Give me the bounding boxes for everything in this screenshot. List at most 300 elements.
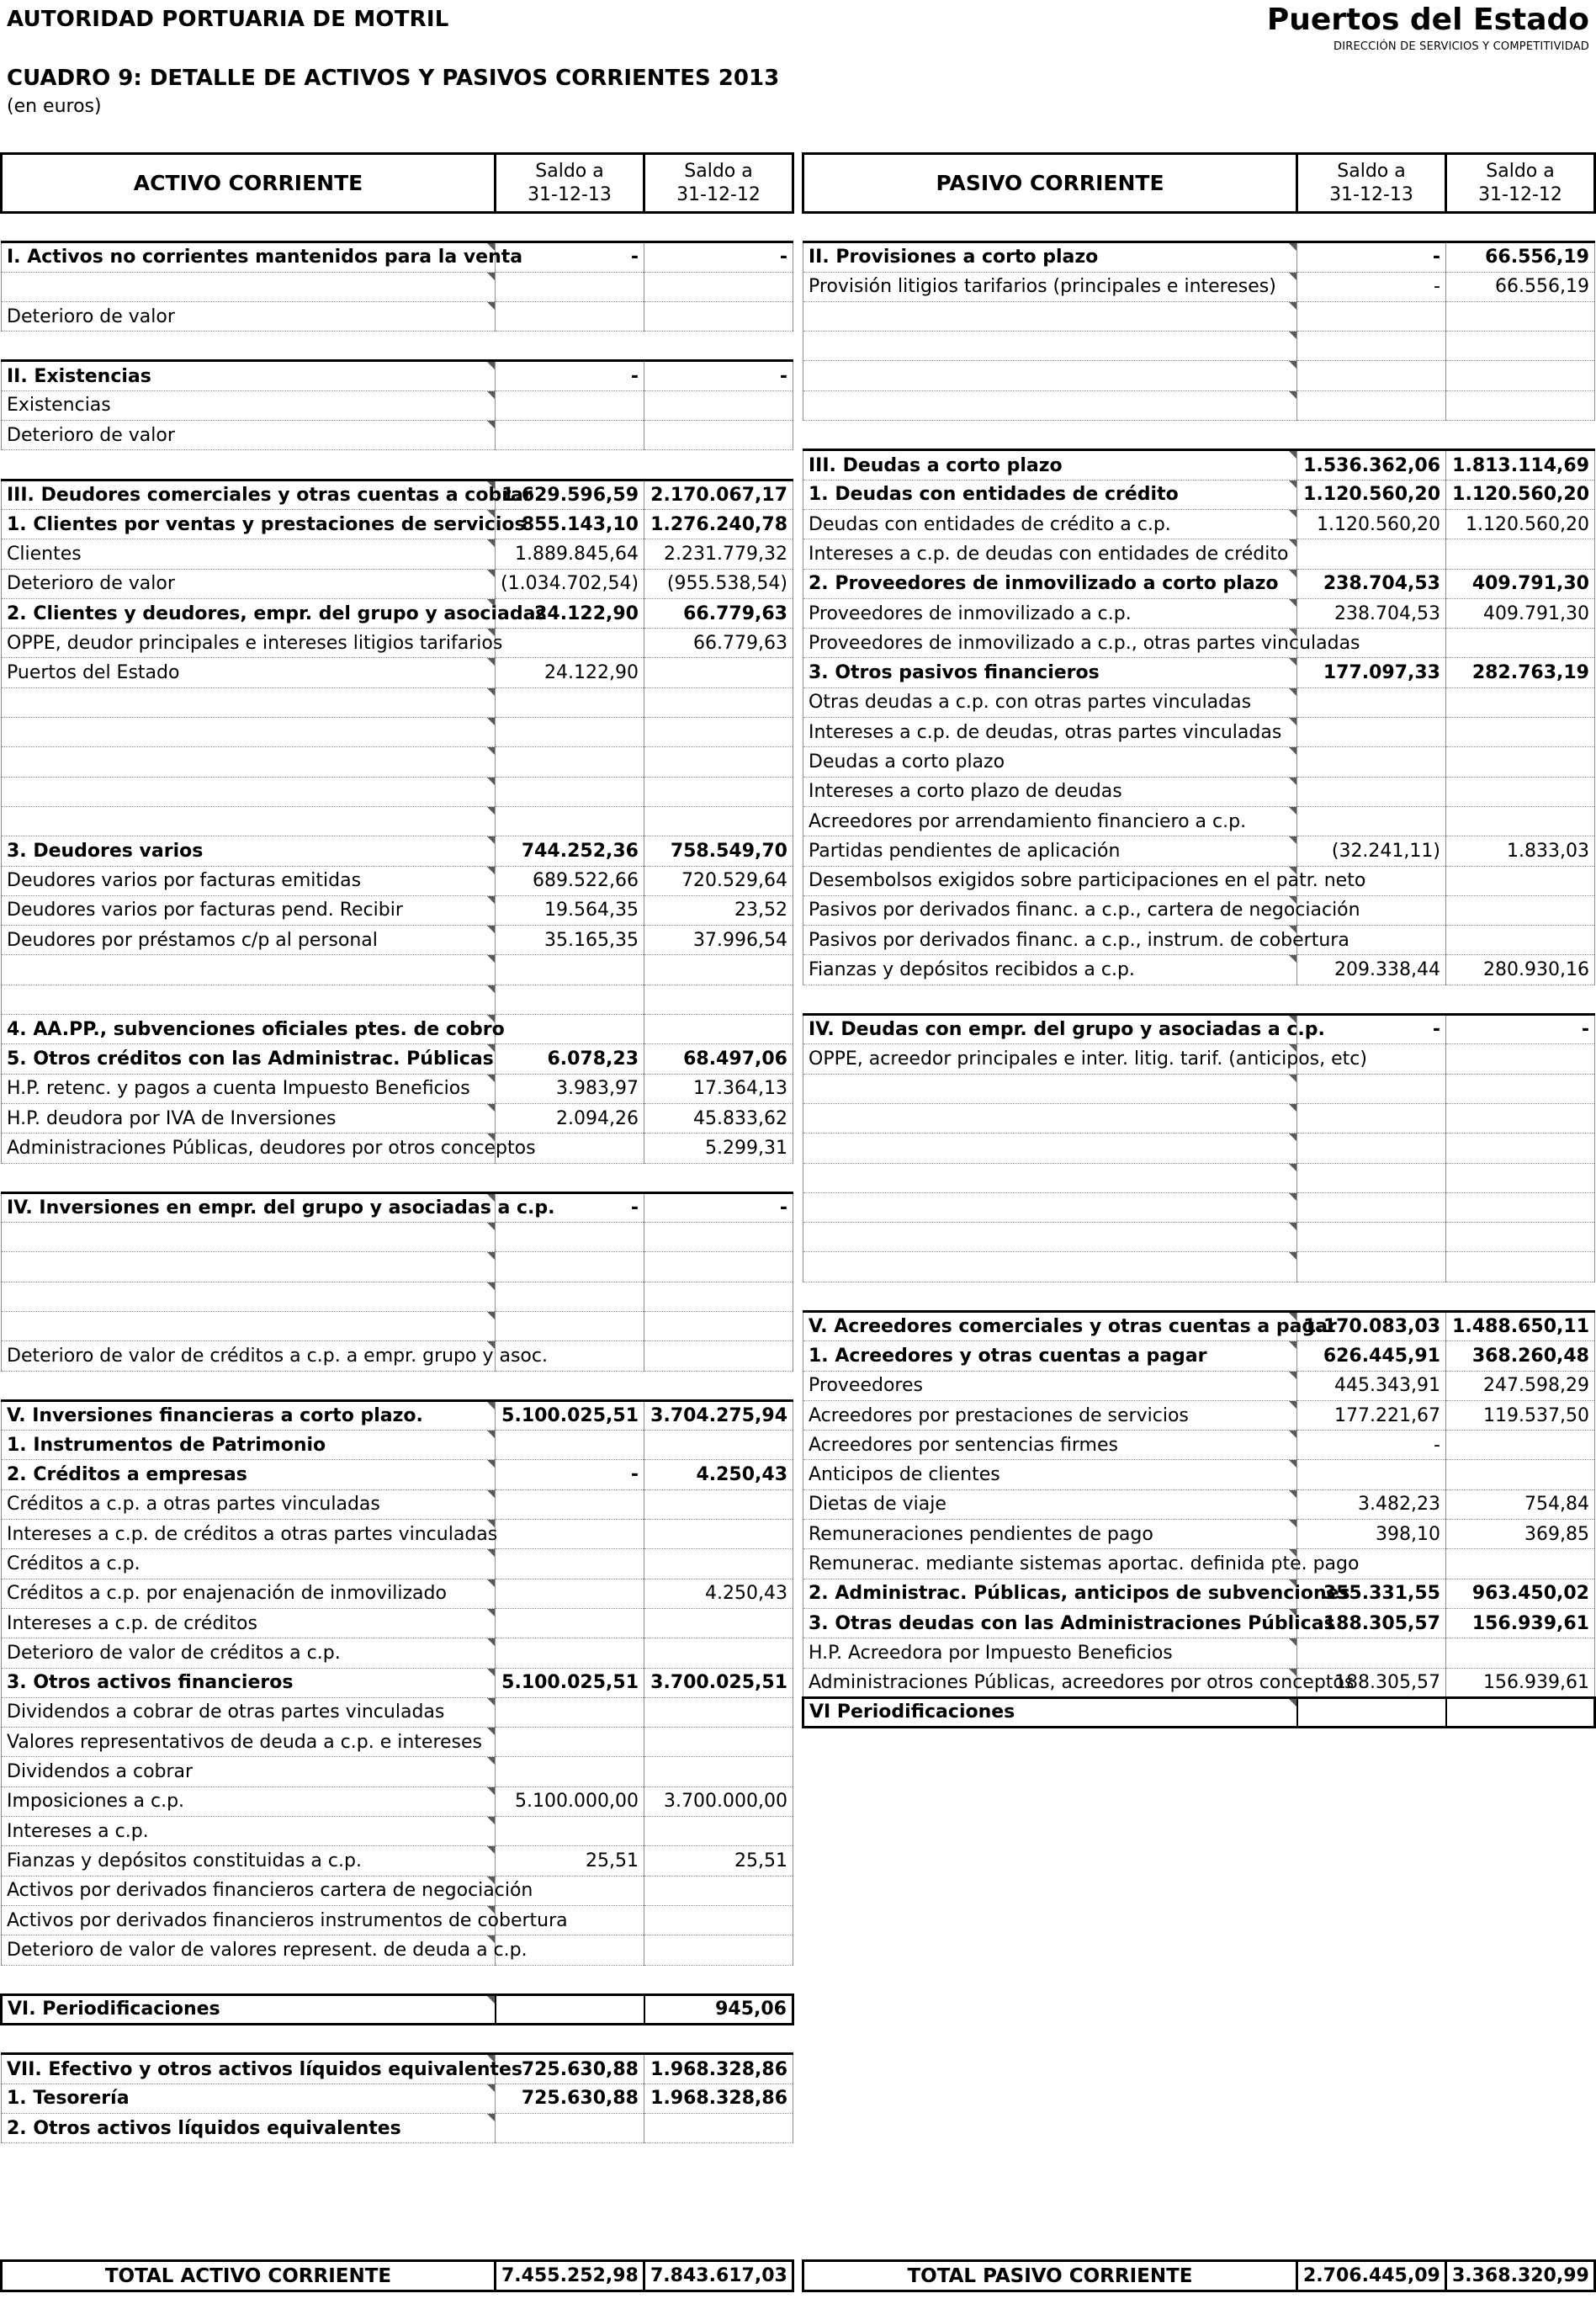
table-row <box>803 361 1595 390</box>
row-label: Proveedores <box>803 1371 1297 1400</box>
row-label: Créditos a c.p. por enajenación de inmovilizado <box>2 1579 496 1608</box>
value-2013 <box>1297 1133 1446 1163</box>
brand-subtitle: DIRECCIÓN DE SERVICIOS Y COMPETITIVIDAD <box>1334 40 1589 53</box>
value-2013: 1.889.845,64 <box>496 539 644 569</box>
table-row <box>2 955 793 985</box>
row-label <box>803 1074 1297 1103</box>
value-2012: 945,06 <box>644 1994 793 2024</box>
value-2013 <box>1297 1638 1446 1668</box>
row-label: Deudores varios por facturas pend. Recibir <box>2 895 496 925</box>
value-2012 <box>1446 1549 1595 1579</box>
value-2013 <box>496 718 644 747</box>
brand-logo <box>1267 2 1589 53</box>
row-label: 3. Otras deudas con las Administraciones Públicas <box>803 1608 1297 1638</box>
value-2012: 1.813.114,69 <box>1446 450 1595 480</box>
row-label <box>2 806 496 836</box>
value-2012: 5.299,31 <box>644 1133 793 1163</box>
table-row <box>2 569 793 598</box>
row-label <box>803 1223 1297 1252</box>
table-row <box>2 1520 793 1549</box>
value-2013 <box>1297 332 1446 361</box>
pasivo-header-row <box>803 154 1595 213</box>
value-2013: 1.120.560,20 <box>1297 509 1446 539</box>
value-2013: - <box>1297 1431 1446 1460</box>
value-2013 <box>1297 866 1446 895</box>
row-label <box>2 1252 496 1282</box>
value-2012: 156.939,61 <box>1446 1668 1595 1697</box>
table-row <box>2 1074 793 1103</box>
value-2013 <box>496 1876 644 1905</box>
table-row <box>803 895 1595 925</box>
value-2012 <box>644 1905 793 1935</box>
row-label: 2. Créditos a empresas <box>2 1460 496 1489</box>
table-row <box>2 926 793 955</box>
value-2012 <box>1446 539 1595 569</box>
row-label: Activos por derivados financieros cartera de negociación <box>2 1876 496 1905</box>
value-2013: 188.305,57 <box>1297 1608 1446 1638</box>
value-2013 <box>1297 1252 1446 1282</box>
section-row <box>2 242 793 272</box>
section-row <box>2 480 793 509</box>
row-label: Créditos a c.p. <box>2 1549 496 1579</box>
value-2013 <box>1297 1223 1446 1252</box>
value-2013 <box>496 272 644 301</box>
section-row <box>2 836 793 866</box>
value-2013 <box>496 806 644 836</box>
value-2013 <box>496 687 644 717</box>
value-2012: 66.556,19 <box>1446 272 1595 301</box>
row-label: Créditos a c.p. a otras partes vinculadas <box>2 1489 496 1519</box>
section-row <box>2 2054 793 2084</box>
row-label <box>803 332 1297 361</box>
value-2012 <box>644 1311 793 1340</box>
brand-name: Puertos del Estado <box>1266 3 1589 37</box>
value-2013 <box>496 777 644 806</box>
row-label: Provisión litigios tarifarios (principales e intereses) <box>803 272 1297 301</box>
value-2013 <box>1297 1044 1446 1074</box>
table-row <box>803 1549 1595 1579</box>
value-2013: (32.241,11) <box>1297 836 1446 866</box>
table-row <box>2 985 793 1014</box>
spacer-row <box>2 213 793 242</box>
section-row <box>803 1697 1595 1727</box>
value-2012 <box>1446 718 1595 747</box>
value-2012 <box>1446 332 1595 361</box>
value-2013 <box>1297 390 1446 420</box>
value-2012 <box>644 301 793 331</box>
value-2012: 2.231.779,32 <box>644 539 793 569</box>
value-2013: - <box>496 361 644 390</box>
value-2013: 5.100.025,51 <box>496 1400 644 1430</box>
value-2012: 1.276.240,78 <box>644 509 793 539</box>
row-label <box>2 747 496 777</box>
value-2013 <box>496 1638 644 1668</box>
value-2013: 2.094,26 <box>496 1103 644 1133</box>
value-2013 <box>1297 1103 1446 1133</box>
value-2013 <box>1297 1460 1446 1489</box>
row-label: Pasivos por derivados financ. a c.p., instrum. de cobertura <box>803 926 1297 955</box>
activo-header-c1 <box>496 154 644 213</box>
value-2013: 445.343,91 <box>1297 1371 1446 1400</box>
spacer-cell <box>2 332 793 361</box>
header-date: 31-12-12 <box>676 183 761 205</box>
value-2012 <box>644 658 793 687</box>
spacer-row <box>803 213 1595 242</box>
value-2013: - <box>496 242 644 272</box>
row-label: VI Periodificaciones <box>803 1697 1297 1727</box>
row-label: Deterioro de valor <box>2 421 496 450</box>
value-2012: 409.791,30 <box>1446 569 1595 598</box>
total-2013: 7.455.252,98 <box>496 2261 644 2291</box>
value-2013: - <box>1297 272 1446 301</box>
section-row <box>803 658 1595 687</box>
table-row <box>803 1638 1595 1668</box>
row-label <box>2 718 496 747</box>
table-row <box>803 866 1595 895</box>
value-2013 <box>496 1431 644 1460</box>
row-label: VI. Periodificaciones <box>2 1994 496 2024</box>
row-label <box>2 985 496 1014</box>
spacer-cell <box>2 1163 793 1192</box>
value-2013: (1.034.702,54) <box>496 569 644 598</box>
value-2013 <box>1297 1163 1446 1192</box>
total-2012: 3.368.320,99 <box>1446 2261 1595 2291</box>
table-row <box>803 955 1595 985</box>
table-row <box>803 806 1595 836</box>
spacer-row <box>2 1965 793 1994</box>
value-2012 <box>644 1520 793 1549</box>
spacer-cell <box>803 213 1595 242</box>
value-2012: 2.170.067,17 <box>644 480 793 509</box>
value-2012: 1.488.650,11 <box>1446 1311 1595 1340</box>
table-row <box>2 1817 793 1846</box>
value-2012 <box>644 985 793 1014</box>
section-row <box>803 450 1595 480</box>
row-label: Dietas de viaje <box>803 1489 1297 1519</box>
table-row <box>803 1489 1595 1519</box>
value-2013 <box>496 1579 644 1608</box>
value-2012: 37.996,54 <box>644 926 793 955</box>
value-2013 <box>1297 926 1446 955</box>
value-2013 <box>1297 747 1446 777</box>
table-row <box>2 301 793 331</box>
row-label: Otras deudas a c.p. con otras partes vinculadas <box>803 687 1297 717</box>
table-row <box>803 1133 1595 1163</box>
value-2013: 188.305,57 <box>1297 1668 1446 1697</box>
value-2012: - <box>644 361 793 390</box>
section-row <box>803 242 1595 272</box>
row-label: 2. Clientes y deudores, empr. del grupo y asociadas <box>2 598 496 628</box>
value-2013: 238.704,53 <box>1297 569 1446 598</box>
value-2013 <box>496 1608 644 1638</box>
value-2012: 17.364,13 <box>644 1074 793 1103</box>
value-2013: - <box>496 1460 644 1489</box>
value-2013 <box>496 629 644 658</box>
value-2013 <box>496 1252 644 1282</box>
value-2012 <box>644 1697 793 1727</box>
value-2013: 209.338,44 <box>1297 955 1446 985</box>
value-2013 <box>496 1311 644 1340</box>
value-2012: 758.549,70 <box>644 836 793 866</box>
value-2012: 119.537,50 <box>1446 1400 1595 1430</box>
value-2013 <box>496 1489 644 1519</box>
section-row <box>803 569 1595 598</box>
row-label: Imposiciones a c.p. <box>2 1786 496 1816</box>
table-row <box>2 539 793 569</box>
table-row <box>2 1549 793 1579</box>
table-row <box>803 836 1595 866</box>
value-2012 <box>1446 301 1595 331</box>
value-2013: 24.122,90 <box>496 598 644 628</box>
section-row <box>803 1608 1595 1638</box>
value-2012: 45.833,62 <box>644 1103 793 1133</box>
table-row <box>2 777 793 806</box>
section-row <box>2 1994 793 2024</box>
value-2012: 369,85 <box>1446 1520 1595 1549</box>
value-2012: 282.763,19 <box>1446 658 1595 687</box>
row-label: Fianzas y depósitos constituidas a c.p. <box>2 1846 496 1876</box>
spacer-row <box>803 421 1595 450</box>
row-label: 1. Instrumentos de Patrimonio <box>2 1431 496 1460</box>
value-2012 <box>1446 1103 1595 1133</box>
header-date: 31-12-13 <box>528 183 612 205</box>
total-label: TOTAL PASIVO CORRIENTE <box>803 2261 1297 2291</box>
table-row <box>2 1223 793 1252</box>
table-row <box>803 1223 1595 1252</box>
row-label: Intereses a corto plazo de deudas <box>803 777 1297 806</box>
value-2012: 1.833,03 <box>1446 836 1595 866</box>
row-label: Deudores varios por facturas emitidas <box>2 866 496 895</box>
value-2012 <box>644 1817 793 1846</box>
value-2012: 25,51 <box>644 1846 793 1876</box>
spacer-row <box>2 2025 793 2054</box>
value-2012 <box>644 390 793 420</box>
value-2012: 4.250,43 <box>644 1579 793 1608</box>
row-label: 1. Deudas con entidades de crédito <box>803 480 1297 509</box>
row-label: H.P. retenc. y pagos a cuenta Impuesto Beneficios <box>2 1074 496 1103</box>
row-label: Acreedores por sentencias firmes <box>803 1431 1297 1460</box>
spacer-cell <box>803 421 1595 450</box>
value-2012 <box>644 421 793 450</box>
value-2013 <box>1297 1074 1446 1103</box>
section-row <box>2 598 793 628</box>
header-date: 31-12-13 <box>1329 183 1413 205</box>
row-label: Deterioro de valor <box>2 569 496 598</box>
row-label: 2. Otros activos líquidos equivalentes <box>2 2114 496 2143</box>
spacer-cell <box>2 2025 793 2054</box>
value-2012: 754,84 <box>1446 1489 1595 1519</box>
row-label: Anticipos de clientes <box>803 1460 1297 1489</box>
table-row <box>803 1163 1595 1192</box>
table-row <box>2 1489 793 1519</box>
value-2012 <box>644 687 793 717</box>
value-2013 <box>1297 1697 1446 1727</box>
row-label: 1. Clientes por ventas y prestaciones de servicios <box>2 509 496 539</box>
value-2012 <box>1446 1431 1595 1460</box>
table-row <box>2 1728 793 1757</box>
table-row <box>803 629 1595 658</box>
value-2012 <box>1446 1163 1595 1192</box>
activo-header-row <box>2 154 793 213</box>
row-label <box>803 1252 1297 1282</box>
spacer-row <box>803 985 1595 1014</box>
value-2013: - <box>1297 1015 1446 1044</box>
row-label <box>2 777 496 806</box>
spacer-cell <box>803 985 1595 1014</box>
value-2013: 744.252,36 <box>496 836 644 866</box>
value-2012 <box>644 1549 793 1579</box>
value-2012: 23,52 <box>644 895 793 925</box>
table-row <box>2 1579 793 1608</box>
value-2013 <box>496 1282 644 1311</box>
value-2013 <box>1297 539 1446 569</box>
header-saldo-label: Saldo a <box>684 160 753 182</box>
value-2012 <box>644 1252 793 1282</box>
value-2013: 3.983,97 <box>496 1074 644 1103</box>
value-2013 <box>496 1994 644 2024</box>
row-label: Dividendos a cobrar <box>2 1757 496 1786</box>
row-label: Remunerac. mediante sistemas aportac. definida pte. pago <box>803 1549 1297 1579</box>
value-2013 <box>496 1341 644 1371</box>
value-2012 <box>644 1935 793 1965</box>
value-2013: - <box>1297 242 1446 272</box>
section-row <box>803 1015 1595 1044</box>
table-row <box>2 658 793 687</box>
section-row <box>2 1460 793 1489</box>
table-row <box>2 1905 793 1935</box>
value-2012 <box>644 1282 793 1311</box>
table-row <box>2 1103 793 1133</box>
value-2013: 177.221,67 <box>1297 1400 1446 1430</box>
table-row <box>2 272 793 301</box>
value-2012: 1.120.560,20 <box>1446 480 1595 509</box>
row-label: VII. Efectivo y otros activos líquidos equivalentes <box>2 2054 496 2084</box>
value-2012 <box>1446 806 1595 836</box>
row-label: IV. Deudas con empr. del grupo y asociadas a c.p. <box>803 1015 1297 1044</box>
header-saldo-label: Saldo a <box>535 160 604 182</box>
value-2012 <box>1446 687 1595 717</box>
section-row <box>803 1579 1595 1608</box>
section-row <box>803 480 1595 509</box>
value-2012 <box>644 1223 793 1252</box>
header-saldo-label: Saldo a <box>1337 160 1406 182</box>
value-2012 <box>1446 1192 1595 1222</box>
row-label: Deterioro de valor <box>2 301 496 331</box>
table-row <box>2 747 793 777</box>
value-2013 <box>496 955 644 985</box>
header-date: 31-12-12 <box>1478 183 1562 205</box>
table-row <box>2 1282 793 1311</box>
value-2013: 25,51 <box>496 1846 644 1876</box>
table-row <box>2 1133 793 1163</box>
table-row <box>2 1786 793 1816</box>
section-row <box>2 1192 793 1222</box>
row-label: Deterioro de valor de valores represent. de deuda a c.p. <box>2 1935 496 1965</box>
row-label: Pasivos por derivados financ. a c.p., cartera de negociación <box>803 895 1297 925</box>
value-2012: 3.700.000,00 <box>644 1786 793 1816</box>
value-2013 <box>1297 301 1446 331</box>
value-2012: 409.791,30 <box>1446 598 1595 628</box>
table-row <box>803 777 1595 806</box>
value-2012: 3.704.275,94 <box>644 1400 793 1430</box>
value-2012 <box>644 2114 793 2143</box>
value-2013: 3.482,23 <box>1297 1489 1446 1519</box>
value-2013: 177.097,33 <box>1297 658 1446 687</box>
row-label <box>2 1282 496 1311</box>
value-2012: - <box>644 242 793 272</box>
value-2013: - <box>496 1192 644 1222</box>
row-label: Administraciones Públicas, deudores por otros conceptos <box>2 1133 496 1163</box>
row-label: 3. Deudores varios <box>2 836 496 866</box>
value-2012 <box>1446 1044 1595 1074</box>
table-row <box>2 1311 793 1340</box>
section-row <box>2 2084 793 2113</box>
header-saldo-label: Saldo a <box>1486 160 1555 182</box>
table-row <box>803 747 1595 777</box>
value-2013 <box>496 985 644 1014</box>
row-label: Deudores por préstamos c/p al personal <box>2 926 496 955</box>
row-label <box>2 955 496 985</box>
value-2012: 1.968.328,86 <box>644 2054 793 2084</box>
table-row <box>2 687 793 717</box>
value-2013: 35.165,35 <box>496 926 644 955</box>
value-2013: 19.564,35 <box>496 895 644 925</box>
value-2013 <box>496 747 644 777</box>
table-row <box>803 1252 1595 1282</box>
table-row <box>803 1668 1595 1697</box>
spacer-cell <box>2 1371 793 1400</box>
table-row <box>2 806 793 836</box>
value-2012 <box>644 777 793 806</box>
table-row <box>803 1400 1595 1430</box>
pasivo-header-c1 <box>1297 154 1446 213</box>
table-row <box>803 926 1595 955</box>
pasivo-total-row <box>803 2261 1595 2291</box>
table-row <box>803 1460 1595 1489</box>
row-label <box>803 1103 1297 1133</box>
value-2013 <box>1297 777 1446 806</box>
value-2012 <box>1446 926 1595 955</box>
value-2013 <box>496 1015 644 1044</box>
value-2012 <box>1446 1697 1595 1727</box>
value-2012 <box>1446 1252 1595 1282</box>
value-2013: 238.704,53 <box>1297 598 1446 628</box>
value-2012 <box>644 1728 793 1757</box>
value-2012 <box>1446 747 1595 777</box>
row-label: 2. Administrac. Públicas, anticipos de subvenciones <box>803 1579 1297 1608</box>
table-row <box>803 272 1595 301</box>
value-2012: - <box>644 1192 793 1222</box>
section-row <box>2 1015 793 1044</box>
value-2012: (955.538,54) <box>644 569 793 598</box>
value-2013: 725.630,88 <box>496 2054 644 2084</box>
table-row <box>803 1044 1595 1074</box>
value-2012 <box>644 1341 793 1371</box>
row-label: 5. Otros créditos con las Administrac. Públicas <box>2 1044 496 1074</box>
row-label <box>803 390 1297 420</box>
section-row <box>2 1044 793 1074</box>
value-2012 <box>644 718 793 747</box>
table-row <box>803 1431 1595 1460</box>
table-row <box>803 1074 1595 1103</box>
value-2012 <box>644 806 793 836</box>
value-2012: 4.250,43 <box>644 1460 793 1489</box>
row-label: V. Inversiones financieras a corto plazo. <box>2 1400 496 1430</box>
value-2012 <box>1446 1223 1595 1252</box>
row-label: Acreedores por arrendamiento financiero a c.p. <box>803 806 1297 836</box>
table-row <box>2 390 793 420</box>
value-2012: 280.930,16 <box>1446 955 1595 985</box>
